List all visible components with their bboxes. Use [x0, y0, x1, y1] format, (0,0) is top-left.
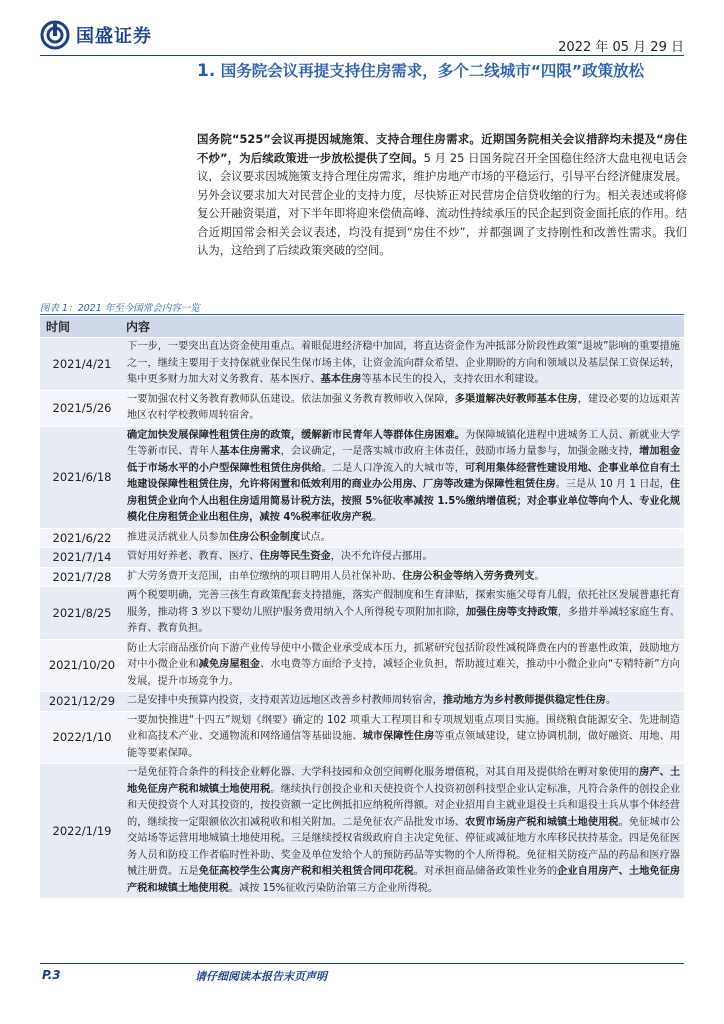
guosheng-logo-icon	[40, 20, 70, 50]
content-text: ，多措并举减轻家庭生育、养育、教育负担。	[127, 606, 680, 634]
content-text: ，决不允许侵占挪用。	[330, 551, 433, 562]
content-text: 等重点领域建设，建立协调机制，做好融资、用地、用能等要素保障。	[127, 731, 681, 759]
content-text: 防止大宗商品涨价向下游产业传导使中小微企业承受成本压力，抓紧研究包括阶段性减税降费在内的普惠性政策，鼓励地方对中小微企业和	[127, 642, 680, 670]
row-date: 2021/7/14	[40, 548, 124, 568]
table-row	[40, 639, 684, 692]
emphasis-text: ；对企事业单位等向个人、专业化规模化住房租赁企业出租住房，减按 4%税率征收房产税	[127, 495, 681, 523]
footer-divider	[40, 963, 684, 964]
table-row	[40, 548, 684, 568]
content-text: 。	[534, 570, 545, 582]
table-row	[40, 711, 684, 764]
content-text: 试点。	[300, 531, 331, 543]
disclaimer-note: 请仔细阅读本报告末页声明	[195, 970, 327, 983]
paragraph-lead: 国务院“525”会议再提因城施策、支持合理住房需求。近期国务院相关会议措辞均未提及“房住不炒”，为后续政策进一步放松提供了空间。	[197, 132, 687, 165]
row-content	[124, 548, 684, 568]
content-text: 。继续执行创投企业和天使投资个人投资初创科技型企业认定标准，凡符合条件的创投企业和天使投资个人对其投资的，按投资额一定比例抵扣应纳税所得额。对企业招用自主就业退役士兵和退役士兵从事个体经营的，继续按一定限额依次扣减税收和相关附加。二是免征农产品批发市场、	[127, 783, 681, 828]
figure-divider	[40, 314, 684, 315]
content-text: 。	[371, 512, 383, 523]
emphasis-text: 减免房屋租金	[198, 659, 261, 670]
emphasis-text: 多渠道解决好教师基本住房	[454, 393, 578, 405]
row-content	[124, 528, 684, 548]
row-date: 2022/1/19	[40, 764, 124, 899]
table-row	[40, 587, 684, 640]
emphasis-text: 住房公积金等纳入劳务费列支	[402, 570, 535, 582]
report-date: 2022 年 05 月 29 日	[558, 40, 684, 55]
table-header-row	[40, 316, 684, 338]
emphasis-text: 住房等民生资金	[259, 551, 331, 562]
row-date: 2021/4/21	[40, 338, 124, 391]
paragraph-body: 5 月 25 日国务院召开全国稳住经济大盘电视电话会议，会议要求因城施策支持合理住房需求，维护房地产市场的平稳运行，引导平台经济健康发展。另外会议要求加大对民营企业的支持力度，尽快矫正对民营房企信贷收缩的行为。相关表述或将修复公开融资渠道，对下半年即将迎来偿债高峰、流动性持续承压的民企起到资金面托底的作用。结合近期国常会相关会议表述，均没有提到“房住不炒”，并都强调了支持刚性和改善性需求。我们认为，这给到了后续政策突破的空间。	[197, 150, 687, 257]
row-date: 2021/6/18	[40, 426, 124, 528]
content-text: 一是免征符合条件的科技企业孵化器、大学科技园和众创空间孵化服务增值税，对其自用及提供给在孵对象使用的	[127, 767, 640, 778]
content-text: 。免征城市公交站场等运营用地城镇土地使用税。三是继续授权省级政府自主决定免征、停征或减征地方水库移民扶持基金。四是免征医务人员和防疫工作者临时性补助、奖金及单位发给个人的预防药品等实物的个人所得税。免征相关防疫产品的药品和医疗器械注册费。五是	[127, 816, 681, 877]
table-row	[40, 426, 684, 528]
emphasis-text: 推动地方为乡村教师提供稳定性住房	[442, 695, 606, 706]
header-content: 内容	[124, 316, 684, 338]
policy-table	[40, 316, 684, 899]
content-text: ，会议确定，一是落实城市政府主体责任，鼓励市场力量参与，加强金融支持，	[280, 446, 640, 457]
content-text: 扩大劳务费开支范围，由单位缴纳的项目聘用人员社保补助、	[127, 570, 403, 582]
content-text: 等基本民生的投入，支持农田水利建设。	[361, 374, 545, 385]
row-date: 2021/12/29	[40, 692, 124, 712]
emphasis-text: 企业自用房产、土地免征房产税和城镇土地使用税	[127, 866, 681, 894]
row-content	[124, 764, 684, 899]
table-row	[40, 764, 684, 899]
content-text: 推进灵活就业人员参加	[127, 531, 229, 543]
emphasis-text: 基本住房需求	[219, 446, 281, 457]
row-content	[124, 567, 684, 587]
emphasis-text: 房产、土地免征房产税和城镇土地使用税	[127, 767, 681, 795]
content-text: 二是安排中央预算内投资，支持艰苦边远地区改善乡村教师周转宿舍，	[127, 695, 443, 706]
emphasis-text: 免征高校学生公寓房产税和相关租赁合同印花税	[198, 866, 414, 877]
page-number: P.3	[42, 968, 61, 982]
table-row	[40, 567, 684, 587]
table-row	[40, 692, 684, 712]
row-content	[124, 426, 684, 528]
section-number: 1.	[197, 61, 216, 81]
row-content	[124, 692, 684, 712]
content-text: 一要加快推进“十四五”规划《纲要》确定的 102 项重大工程项目和专项规划重点项目实施。围绕粮食能源安全、先进制造业和高技术产业、交通物流和网络通信等基础设施、	[127, 714, 680, 742]
row-content	[124, 639, 684, 692]
content-text: 一要加强农村义务教育教师队伍建设。依法加强义务教育教师收入保障，	[127, 393, 455, 405]
emphasis-text: 可利用集体经营性建设用地、企事业单位自有土地建设保障性租赁住房，允许将闲置和低效利用的商业办公用房、厂房等改建为保障性租赁住房	[127, 462, 681, 490]
content-text: 。减按 15%征收污染防治第三方企业所得税。	[228, 882, 439, 894]
emphasis-text: 城市保障性住房	[362, 731, 435, 742]
emphasis-text: 确定加快发展保障性租赁住房的政策，缓解新市民青年人等群体住房困难。	[127, 429, 465, 441]
content-text: 管好用好养老、教育、医疗、	[127, 551, 260, 562]
header-divider	[40, 55, 684, 56]
content-text: 下一步，一要突出直达资金使用重点。着眼促进经济稳中加固，将直达资金作为冲抵部分阶段性政策“退坡”影响的重要措施之一，继续主要用于支持保就业保民生保市场主体，让资金流向群众希望、企业期盼的方向和领域以及基层保工资保运转，集中更多财力加大对义务教育、基本医疗、	[127, 341, 680, 385]
content-text: 为保障城镇化进程中进城务工人员、新就业大学生等新市民、青年人	[127, 429, 681, 457]
emphasis-text: 加强住房等支持政策	[466, 606, 558, 618]
section-title: 国务院会议再提支持住房需求，多个二线城市“四限”政策放松	[220, 62, 645, 80]
table-body	[40, 338, 684, 899]
content-text: 。对承担商品储备政策性业务的	[413, 866, 558, 877]
content-text: 、水电费等方面给予支持，减轻企业负担，帮助渡过难关，推动中小微企业向“专精特新”方向发展，提升市场竞争力。	[127, 659, 680, 687]
company-logo	[40, 20, 152, 50]
content-text: 两个税要明确，完善三孩生育政策配套支持措施，落实产假制度和生育津贴，探索实施父母育儿假，依托社区发展普惠托育服务，推动将 3 岁以下婴幼儿照护服务费用纳入个人所得税专项附加扣除，	[127, 590, 680, 618]
emphasis-text: 住房公积金制度	[228, 531, 301, 543]
row-date: 2021/8/25	[40, 587, 124, 640]
figure-caption: 图表 1：2021 年至今国常会内容一览	[40, 303, 200, 314]
row-date: 2021/5/26	[40, 390, 124, 426]
content-text: 。三是从 10 月 1 日起，	[555, 479, 670, 490]
row-date: 2022/1/10	[40, 711, 124, 764]
row-content	[124, 338, 684, 391]
section-heading	[197, 62, 687, 81]
row-content	[124, 711, 684, 764]
row-date: 2021/7/28	[40, 567, 124, 587]
emphasis-text: 农贸市场房产税和城镇土地使用税	[464, 816, 619, 828]
content-text: ，建设必要的边远艰苦地区农村学校教师周转宿舍。	[127, 393, 681, 421]
logo-text: 国盛证券	[76, 26, 152, 47]
row-content	[124, 587, 684, 640]
content-text: 。	[605, 695, 616, 706]
emphasis-text: 基本住房	[320, 374, 362, 385]
header-date: 时间	[40, 316, 124, 338]
emphasis-text: 增加租金低于市场水平的小户型保障性租赁住房供给	[127, 446, 681, 474]
row-date: 2021/10/20	[40, 639, 124, 692]
emphasis-text: 住房租赁企业向个人出租住房适用简易计税方法，按照 5%征收率减按 1.5%缴纳增值税	[127, 479, 681, 507]
content-text: 。二是人口净流入的大城市等，	[321, 462, 465, 474]
row-content	[124, 390, 684, 426]
row-date: 2021/6/22	[40, 528, 124, 548]
table-row	[40, 338, 684, 391]
table-row	[40, 390, 684, 426]
summary-paragraph	[197, 130, 687, 260]
table-row	[40, 528, 684, 548]
